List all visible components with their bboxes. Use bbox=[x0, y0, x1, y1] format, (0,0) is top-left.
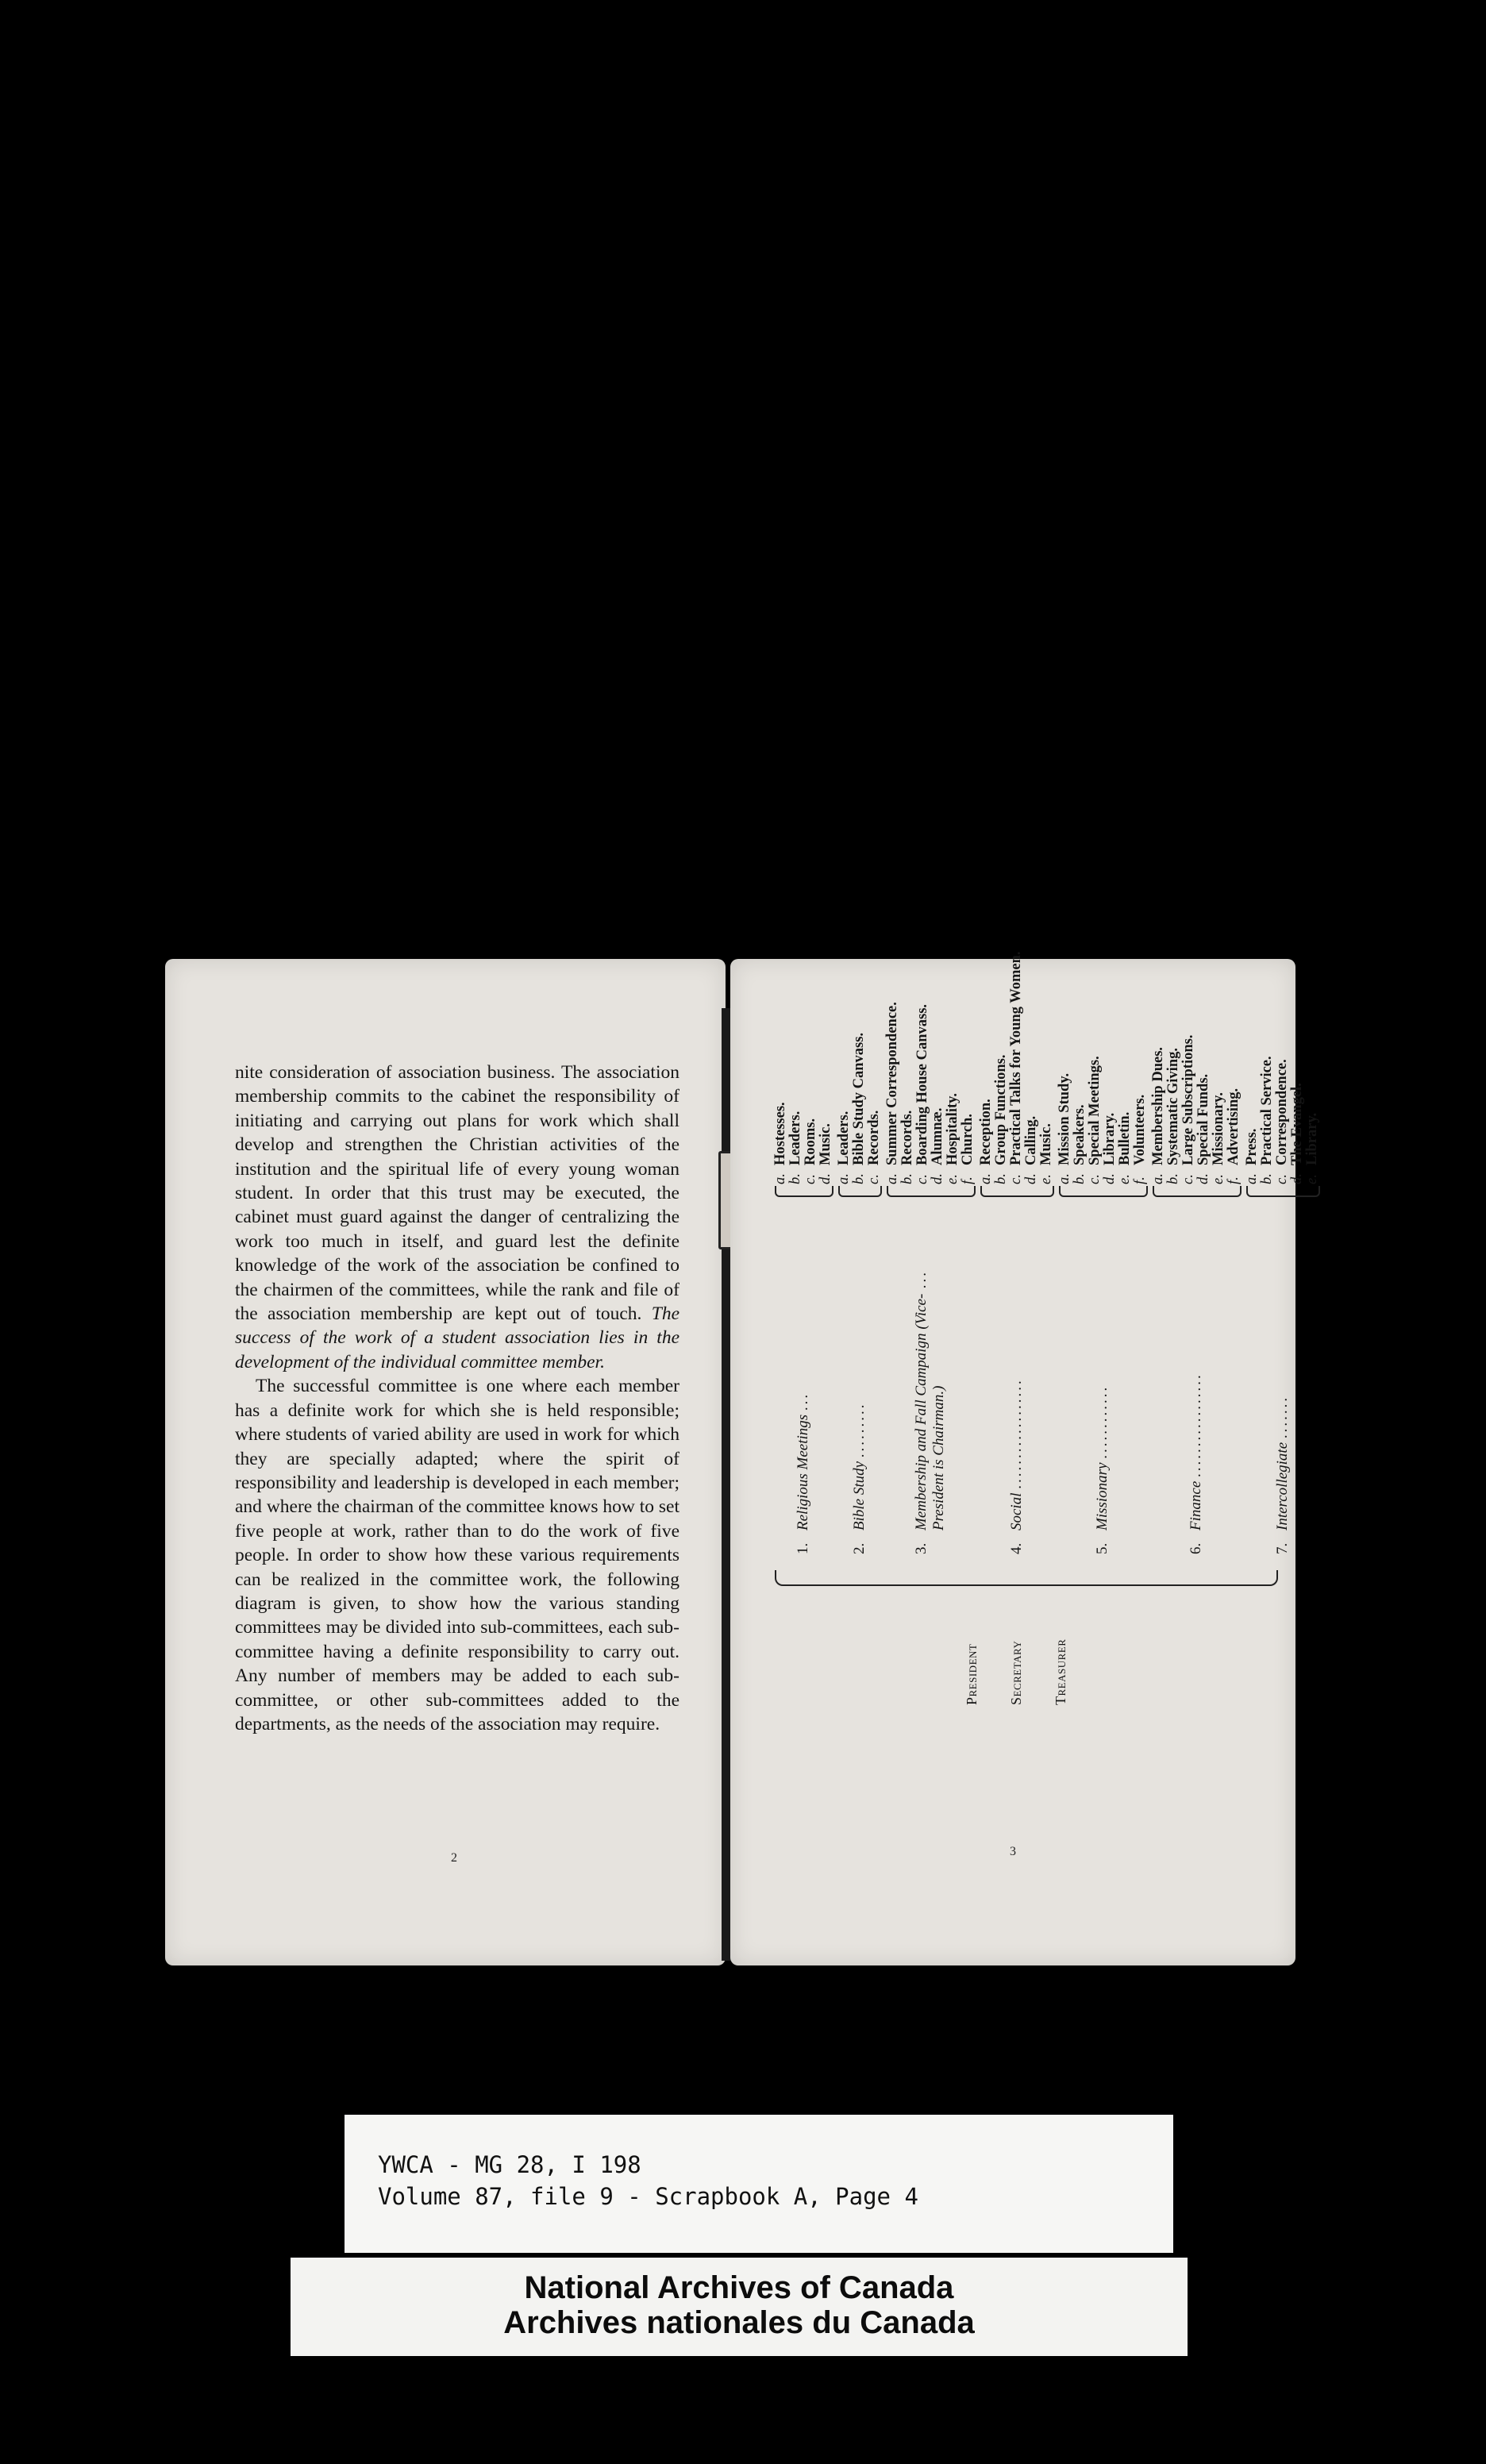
leader-dots: ................. bbox=[1188, 1373, 1204, 1477]
sub-committee-letter: d. bbox=[930, 1173, 945, 1184]
sub-committee-name: Leaders. bbox=[787, 1111, 803, 1165]
sub-committee-name: Bulletin. bbox=[1117, 1111, 1133, 1165]
sub-committee-letter: e. bbox=[1304, 1174, 1320, 1184]
sub-committee-item bbox=[1275, 827, 1290, 1184]
sub-committee-item bbox=[1088, 827, 1103, 1184]
sub-committee-name: Press. bbox=[1244, 1128, 1260, 1165]
sub-committee-item bbox=[1211, 827, 1226, 1184]
sub-committee-item bbox=[852, 827, 867, 1184]
sub-committee-name: Large Subscriptions. bbox=[1180, 1034, 1196, 1165]
sub-committee-item bbox=[930, 827, 945, 1184]
committee-diagram bbox=[759, 951, 1320, 1705]
committee-row bbox=[1274, 1181, 1292, 1554]
sub-committee-letter: a. bbox=[1150, 1173, 1166, 1184]
committee-row bbox=[913, 1181, 948, 1554]
page-number-left: 2 bbox=[451, 1851, 457, 1865]
sub-committee-brace bbox=[980, 1186, 1054, 1197]
sub-committee-item bbox=[915, 827, 930, 1184]
page-number-right: 3 bbox=[1010, 1845, 1016, 1858]
sub-committee-item bbox=[1151, 827, 1166, 1184]
sub-committee-list bbox=[1151, 827, 1242, 1184]
sub-committee-item bbox=[818, 827, 833, 1184]
sub-committee-letter: d. bbox=[1102, 1173, 1118, 1184]
sub-committee-name: Mission Study. bbox=[1057, 1072, 1072, 1165]
sub-committee-name: Library. bbox=[1102, 1112, 1118, 1165]
sub-committee-item bbox=[837, 827, 852, 1184]
sub-committee-letter: c. bbox=[1180, 1174, 1196, 1184]
sub-committee-brace bbox=[887, 1186, 976, 1197]
sub-committee-letter: e. bbox=[1211, 1174, 1226, 1184]
sub-committee-letter: b. bbox=[1259, 1173, 1275, 1184]
sub-committee-letter: c. bbox=[914, 1174, 930, 1184]
committee-name: Intercollegiate bbox=[1273, 1442, 1291, 1530]
sub-committee-name: Rooms. bbox=[803, 1118, 818, 1165]
sub-committee-name: Bible Study Canvass. bbox=[851, 1032, 867, 1165]
sub-committee-item bbox=[1072, 827, 1088, 1184]
sub-committee-letter: e. bbox=[1117, 1174, 1133, 1184]
sub-committee-name: Calling. bbox=[1023, 1115, 1039, 1165]
sub-committee-item bbox=[1009, 827, 1024, 1184]
leader-dots: ... bbox=[913, 1270, 930, 1289]
committee-number: 1. bbox=[795, 1542, 811, 1554]
committee-number: 6. bbox=[1188, 1542, 1204, 1554]
sub-committee-name: Membership Dues. bbox=[1150, 1046, 1166, 1165]
committee-name: Social bbox=[1007, 1492, 1025, 1530]
sub-committee-item bbox=[1181, 827, 1196, 1184]
archive-reference-line-2: Volume 87, file 9 - Scrapbook A, Page 4 bbox=[378, 2183, 918, 2210]
sub-committee-item bbox=[1024, 827, 1039, 1184]
leader-dots: ......... bbox=[850, 1402, 868, 1458]
sub-committee-brace bbox=[1153, 1186, 1242, 1197]
sub-committee-letter: d. bbox=[818, 1173, 833, 1184]
sub-committee-brace bbox=[838, 1186, 882, 1197]
sub-committee-letter: e. bbox=[945, 1174, 961, 1184]
sub-committee-letter: c. bbox=[1087, 1174, 1103, 1184]
sub-committee-item bbox=[803, 827, 818, 1184]
sub-committee-letter: a. bbox=[978, 1173, 994, 1184]
sub-committee-list bbox=[979, 827, 1054, 1184]
committee-row bbox=[1188, 1181, 1205, 1554]
committee-number: 7. bbox=[1273, 1542, 1291, 1554]
sub-committee-name: Music. bbox=[818, 1123, 833, 1165]
sub-committee-name: Volunteers. bbox=[1132, 1094, 1148, 1165]
sub-committee-letter: e. bbox=[1038, 1174, 1054, 1184]
committee-number: 3. bbox=[913, 1542, 930, 1554]
sub-committee-item bbox=[1226, 827, 1242, 1184]
sub-committee-letter: b. bbox=[851, 1173, 867, 1184]
committee-name: Finance bbox=[1188, 1480, 1204, 1530]
committee-name: Bible Study bbox=[850, 1461, 868, 1530]
sub-committee-name: Records. bbox=[866, 1110, 882, 1165]
sub-committee-item bbox=[900, 827, 915, 1184]
sub-committee-letter: a. bbox=[884, 1173, 900, 1184]
institution-name-french: Archives nationales du Canada bbox=[503, 2305, 975, 2340]
sub-committee-list bbox=[1245, 827, 1320, 1184]
sub-committee-name: Speakers. bbox=[1072, 1104, 1088, 1165]
institution-label bbox=[291, 2258, 1188, 2356]
sub-committee-name: Summer Correspondence. bbox=[884, 1002, 900, 1165]
paragraph-1-italic-text: The success of the work of a student association lies in the development of the individual committee member. bbox=[235, 1303, 679, 1373]
sub-committee-item bbox=[1118, 827, 1133, 1184]
sub-committee-item bbox=[1133, 827, 1148, 1184]
sub-committee-letter: d. bbox=[1023, 1173, 1039, 1184]
left-page-text bbox=[235, 1061, 679, 1736]
committee-row bbox=[1094, 1181, 1111, 1554]
sub-committee-letter: d. bbox=[1289, 1173, 1305, 1184]
sub-committee-name: Records. bbox=[899, 1110, 915, 1165]
sub-committee-name: Special Meetings. bbox=[1087, 1056, 1103, 1165]
officer-treasurer: Treasurer bbox=[1053, 1638, 1068, 1705]
committee-number: 4. bbox=[1007, 1542, 1025, 1554]
sub-committee-item bbox=[1245, 827, 1260, 1184]
sub-committee-letter: c. bbox=[1274, 1174, 1290, 1184]
institution-name-english: National Archives of Canada bbox=[524, 2270, 954, 2305]
sub-committee-name: Library. bbox=[1304, 1112, 1320, 1165]
sub-committee-letter: a. bbox=[1057, 1173, 1072, 1184]
sub-committee-brace bbox=[775, 1186, 833, 1197]
sub-committee-letter: c. bbox=[866, 1174, 882, 1184]
officer-secretary: Secretary bbox=[1008, 1640, 1024, 1705]
sub-committee-list bbox=[837, 827, 882, 1184]
sub-committee-item bbox=[885, 827, 900, 1184]
sub-committee-letter: c. bbox=[1008, 1174, 1024, 1184]
sub-committee-letter: a. bbox=[772, 1173, 788, 1184]
left-page bbox=[165, 959, 726, 1965]
committee-name: Membership and Fall Campaign (Vice-President is Chairman.) bbox=[913, 1293, 947, 1530]
sub-committee-letter: c. bbox=[803, 1174, 818, 1184]
sub-committee-name: Group Functions. bbox=[993, 1054, 1009, 1165]
sub-committee-item bbox=[1290, 827, 1305, 1184]
sub-committee-name: Reception. bbox=[978, 1099, 994, 1165]
sub-committee-letter: f. bbox=[1132, 1176, 1148, 1184]
archive-reference-line-1: YWCA - MG 28, I 198 bbox=[378, 2151, 641, 2178]
sub-committee-letter: d. bbox=[1195, 1173, 1211, 1184]
sub-committee-item bbox=[1057, 827, 1072, 1184]
right-page bbox=[730, 951, 1320, 1965]
sub-committee-list bbox=[885, 827, 976, 1184]
sub-committee-item bbox=[788, 827, 803, 1184]
sub-committee-letter: b. bbox=[1072, 1173, 1088, 1184]
officers-list bbox=[949, 1586, 1083, 1705]
archive-reference-label bbox=[345, 2115, 1173, 2253]
sub-committee-item bbox=[773, 827, 788, 1184]
sub-committee-letter: b. bbox=[787, 1173, 803, 1184]
sub-committee-name: Leaders. bbox=[836, 1111, 852, 1165]
sub-committee-item bbox=[1305, 827, 1320, 1184]
sub-committee-name: Church. bbox=[960, 1114, 976, 1165]
leader-dots: ............ bbox=[1094, 1384, 1111, 1459]
officer-president: President bbox=[964, 1643, 980, 1705]
sub-committee-item bbox=[1166, 827, 1181, 1184]
sub-committee-letter: f. bbox=[960, 1176, 976, 1184]
sub-committee-letter: f. bbox=[1226, 1176, 1242, 1184]
sub-committee-name: Boarding House Canvass. bbox=[914, 1003, 930, 1165]
paragraph-1 bbox=[235, 1061, 679, 1374]
sub-committee-item bbox=[994, 827, 1009, 1184]
sub-committee-item bbox=[1103, 827, 1118, 1184]
sub-committee-name: Music. bbox=[1038, 1123, 1054, 1165]
sub-committee-name: Missionary. bbox=[1211, 1092, 1226, 1165]
committee-number: 5. bbox=[1094, 1542, 1111, 1554]
leader-dots: ... bbox=[795, 1392, 811, 1411]
sub-committee-brace bbox=[1246, 1186, 1320, 1197]
leader-dots: ....... bbox=[1273, 1395, 1291, 1439]
sub-committee-list bbox=[1057, 827, 1148, 1184]
sub-committee-item bbox=[945, 827, 961, 1184]
sub-committee-item bbox=[867, 827, 882, 1184]
sub-committee-item bbox=[979, 827, 994, 1184]
sub-committee-item bbox=[1039, 827, 1054, 1184]
sub-committee-letter: b. bbox=[993, 1173, 1009, 1184]
officers-brace bbox=[775, 1570, 1278, 1586]
leader-dots: .................. bbox=[1007, 1378, 1025, 1489]
sub-committee-name: Advertising. bbox=[1226, 1088, 1242, 1165]
sub-committee-item bbox=[1196, 827, 1211, 1184]
sub-committee-letter: a. bbox=[836, 1173, 852, 1184]
sub-committee-name: Special Funds. bbox=[1195, 1073, 1211, 1165]
committee-name: Missionary bbox=[1094, 1462, 1111, 1530]
committee-number: 2. bbox=[850, 1542, 868, 1554]
sub-committee-name: Systematic Giving. bbox=[1165, 1048, 1181, 1165]
sub-committee-letter: a. bbox=[1244, 1173, 1260, 1184]
sub-committee-name: Practical Talks for Young Women. bbox=[1008, 951, 1024, 1165]
sub-committee-name: Hospitality. bbox=[945, 1093, 961, 1165]
sub-committee-name: Hostesses. bbox=[772, 1102, 788, 1165]
committee-row bbox=[795, 1181, 812, 1554]
sub-committee-name: Alumnæ. bbox=[930, 1107, 945, 1165]
paragraph-1-text: nite consideration of association business. The association membership commits to the cabinet the responsibility of initiating and carrying out plans for work which shall develop and strengthen the Christian activities of the institution and the spiritual life of every young woman student. In order that this trust may be executed, the cabinet must guard against the danger of centralizing the work too much in itself, and guard lest the definite knowledge of the work of the association be confined to the chairmen of the committees, while the rank and file of the association membership are kept out of touch. bbox=[235, 1062, 679, 1325]
committee-row bbox=[1008, 1181, 1026, 1554]
sub-committee-name: Practical Service. bbox=[1259, 1056, 1275, 1165]
committee-name: Religious Meetings bbox=[795, 1414, 811, 1530]
sub-committee-name: The Evangel. bbox=[1289, 1083, 1305, 1165]
paragraph-2: The successful committee is one where each member has a definite work for which she is held responsible; where students of varied ability are used in work for which they are specially adapted; where the spirit of responsibility and leadership is developed in each member; and where the chairman of the committee knows how to set five people at work, rather than to do the work of five people. In order to show how these various requirements can be realized in the committee work, the following diagram is given, to show how the various standing committees may be divided into sub-committees, each sub-committee having a definite responsibility to carry out. Any number of members may be added to each sub-committee, or other sub-committees added to the departments, as the needs of the association may require. bbox=[235, 1376, 679, 1734]
sub-committee-item bbox=[1260, 827, 1275, 1184]
sub-committee-letter: b. bbox=[899, 1173, 915, 1184]
sub-committee-name: Correspondence. bbox=[1274, 1059, 1290, 1165]
sub-committee-brace bbox=[1059, 1186, 1148, 1197]
sub-committee-item bbox=[961, 827, 976, 1184]
sub-committee-list bbox=[773, 827, 833, 1184]
committee-row bbox=[851, 1181, 868, 1554]
sub-committee-letter: b. bbox=[1165, 1173, 1181, 1184]
